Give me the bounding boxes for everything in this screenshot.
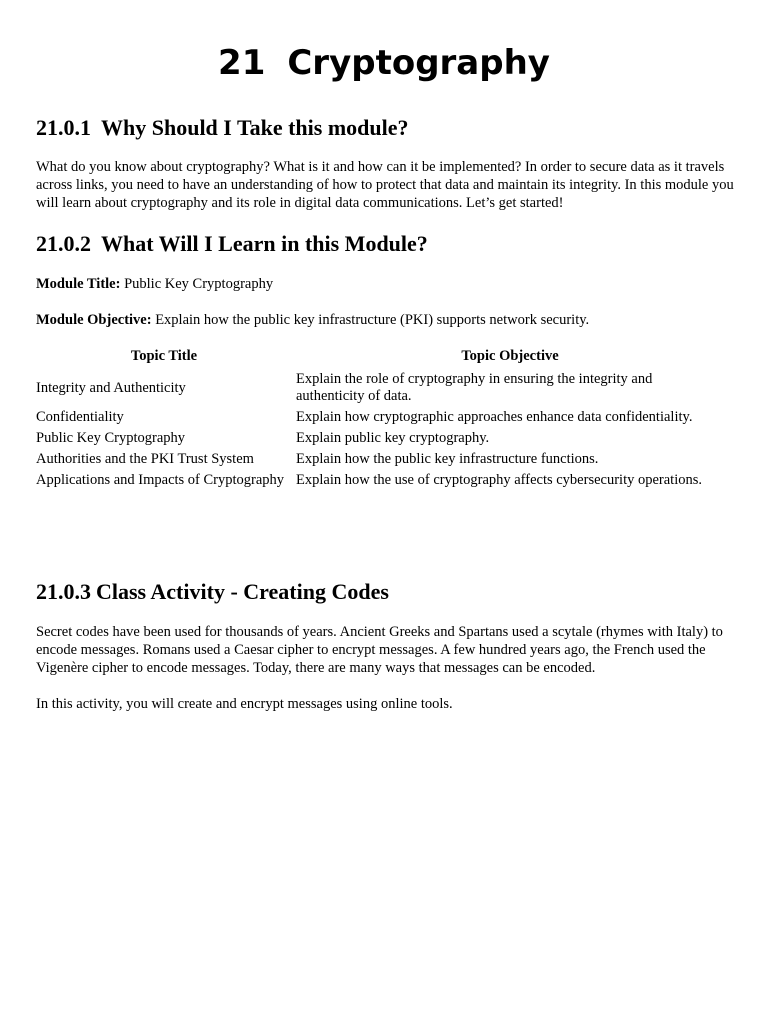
why-take-module-paragraph: What do you know about cryptography? What is it and how can it be implemented? In order to secure data as it travels across links, you need to have an understanding of how to protect that data and maintain its integrity. In this module you will learn about cryptography and its role in digital data communications. Let’s get started! <box>36 159 734 211</box>
chapter-title-text: Cryptography <box>287 43 550 83</box>
topic-objective-cell: Explain the role of cryptography in ensuring the integrity and authenticity of data. <box>296 371 653 404</box>
table-row <box>34 369 726 407</box>
class-activity-paragraph: Secret codes have been used for thousands of years. Ancient Greeks and Spartans used a scytale (rhymes with Italy) to encode messages. Romans used a Caesar cipher to encrypt messages. A few hundred years ago, the French used the Vigenère cipher to encode messages. Today, there are many ways that messages can be encoded. <box>36 624 723 676</box>
module-title-line <box>36 275 736 293</box>
topic-title-cell: Authorities and the PKI Trust System <box>36 451 254 467</box>
module-objective-line <box>36 311 736 329</box>
table-header-row <box>34 346 726 369</box>
section-heading-why-take-module <box>36 114 409 142</box>
topic-objective-cell: Explain how the public key infrastructure functions. <box>296 451 599 467</box>
section-heading-class-activity <box>36 578 389 606</box>
topic-objective-header: Topic Objective <box>461 348 559 364</box>
table-row <box>34 407 726 428</box>
section-title: Class Activity - Creating Codes <box>96 579 389 604</box>
topic-objective-cell: Explain how the use of cryptography affects cybersecurity operations. <box>296 472 702 488</box>
table-row <box>34 449 726 470</box>
section-number: 21.0.3 <box>36 579 91 604</box>
section-number: 21.0.2 <box>36 231 91 256</box>
section-number: 21.0.1 <box>36 115 91 140</box>
topic-title-cell: Confidentiality <box>36 409 124 425</box>
section-title: What Will I Learn in this Module? <box>101 231 428 256</box>
table-row <box>34 428 726 449</box>
topic-title-cell: Applications and Impacts of Cryptography <box>36 472 285 488</box>
chapter-number: 21 <box>218 43 266 83</box>
topic-objective-cell: Explain public key cryptography. <box>296 430 490 446</box>
chapter-title <box>0 38 768 88</box>
table-row <box>34 470 726 491</box>
module-objective-value: Explain how the public key infrastructure (PKI) supports network security. <box>155 312 590 328</box>
topic-title-cell: Integrity and Authenticity <box>36 379 186 396</box>
module-objective-label: Module Objective: <box>36 312 152 328</box>
section-heading-what-will-i-learn <box>36 230 428 258</box>
topic-objective-cell: Explain how cryptographic approaches enhance data confidentiality. <box>296 409 693 425</box>
module-title-label: Module Title: <box>36 276 121 292</box>
topic-title-header: Topic Title <box>130 348 198 364</box>
section-title: Why Should I Take this module? <box>101 115 409 140</box>
module-title-value: Public Key Cryptography <box>124 276 274 292</box>
topics-table <box>34 346 726 491</box>
class-activity-instruction: In this activity, you will create and encrypt messages using online tools. <box>36 696 453 712</box>
topic-title-cell: Public Key Cryptography <box>36 430 186 446</box>
